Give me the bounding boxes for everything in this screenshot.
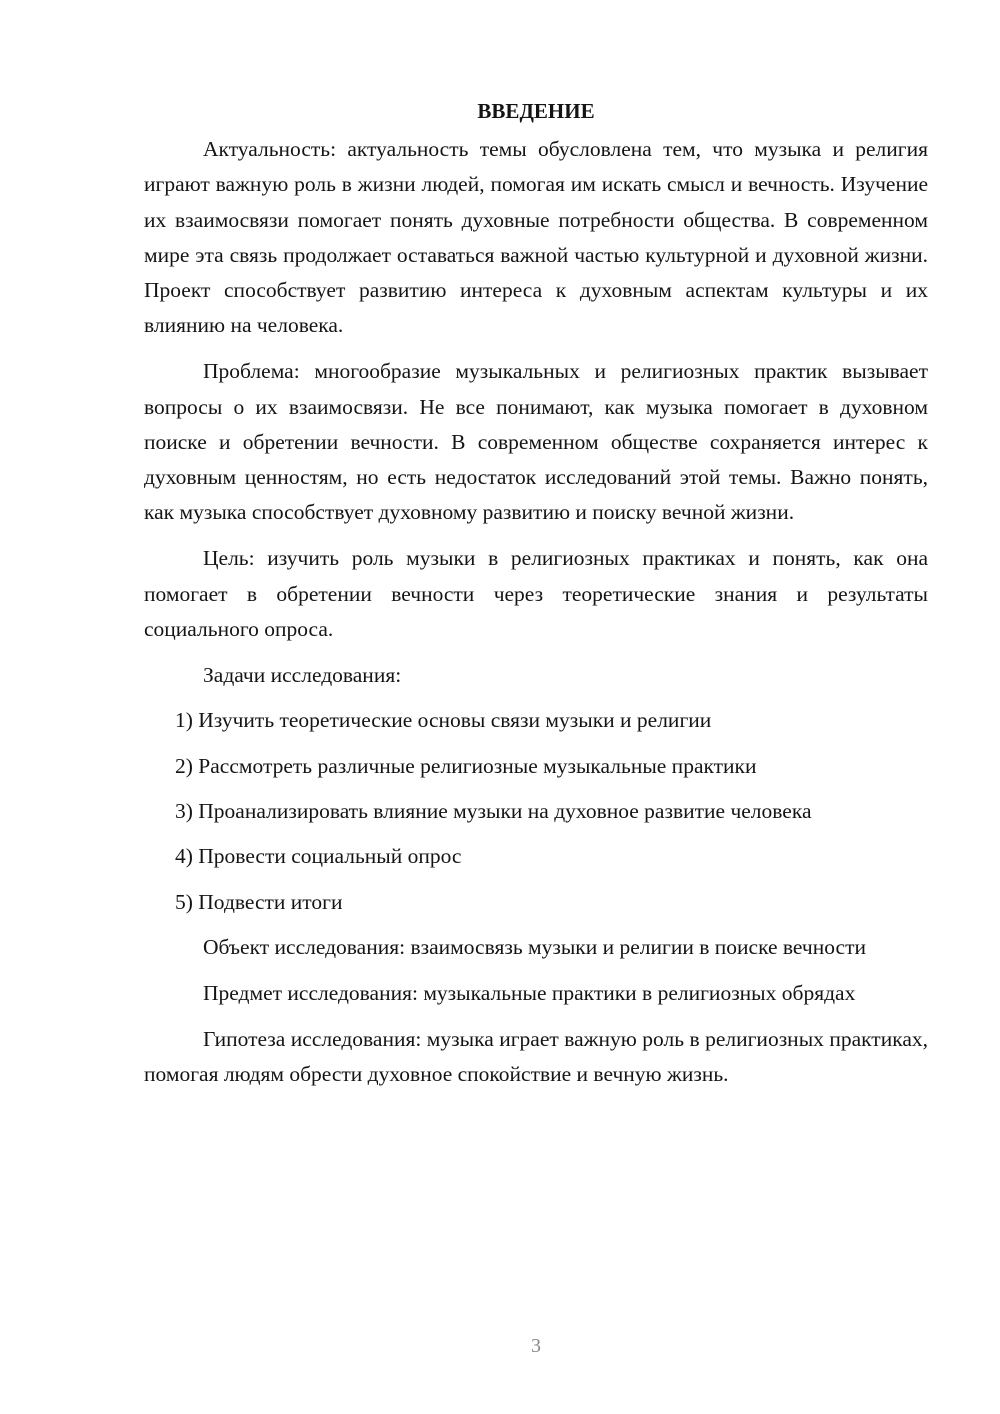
task-item: 3) Проанализировать влияние музыки на духовное развитие человека [175, 799, 812, 824]
page-content [144, 94, 928, 1103]
tasks-heading: Задачи исследования: [203, 662, 402, 687]
task-item: 2) Рассмотреть различные религиозные музыкальные практики [175, 753, 757, 778]
tasks-list [144, 703, 928, 919]
page-title: ВВЕДЕНИЕ [477, 99, 595, 123]
hypothesis-paragraph: Гипотеза исследования: музыка играет важную роль в религиозных практиках, помогая людям обрести духовное спокойствие и вечную жизнь. [144, 1026, 928, 1086]
relevance-paragraph: Актуальность: актуальность темы обусловлена тем, что музыка и религия играют важную роль в жизни людей, помогая им искать смысл и вечность. Изучение их взаимосвязи помогает понять духовные потребности общества. В современном мире эта связь продолжает оставаться важной частью культурной и духовной жизни. Проект способствует развитию интереса к духовным аспектам культуры и их влиянию на человека. [144, 137, 928, 338]
page-number: 3 [531, 1335, 541, 1357]
object-paragraph: Объект исследования: взаимосвязь музыки и религии в поиске вечности [203, 934, 866, 959]
subject-paragraph: Предмет исследования: музыкальные практики в религиозных обрядах [203, 980, 856, 1005]
problem-paragraph: Проблема: многообразие музыкальных и религиозных практик вызывает вопросы о их взаимосвязи. Не все понимают, как музыка помогает в духовном поиске и обретении вечности. В современном обществе сохраняется интерес к духовным ценностям, но есть недостаток исследований этой темы. Важно понять, как музыка способствует духовному развитию и поиску вечной жизни. [144, 359, 928, 525]
task-item: 1) Изучить теоретические основы связи музыки и религии [175, 708, 712, 733]
task-item: 5) Подвести итоги [175, 889, 343, 914]
goal-paragraph: Цель: изучить роль музыки в религиозных практиках и понять, как она помогает в обретении вечности через теоретические знания и результаты социального опроса. [144, 546, 928, 641]
task-item: 4) Провести социальный опрос [175, 844, 462, 869]
